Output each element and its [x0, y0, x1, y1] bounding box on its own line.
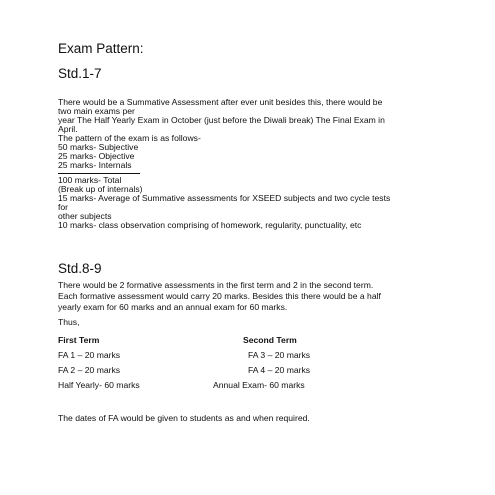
section1-line: The pattern of the exam is as follows- [58, 133, 201, 143]
section1-line: year The Half Yearly Exam in October (just before the Diwali break) The Final Exam in [58, 115, 385, 125]
section1-line: 50 marks- Subjective [58, 142, 139, 152]
first-term-header: First Term [58, 335, 100, 345]
first-term-item: FA 2 – 20 marks [58, 365, 121, 375]
section2-para-line: yearly exam for 60 marks and an annual exam for 60 marks. [58, 302, 288, 312]
section-heading-std-8-9: Std.8-9 [58, 261, 102, 276]
section1-line: two main exams per [58, 106, 135, 116]
total-divider [58, 173, 140, 174]
section1-line: April. [58, 124, 78, 134]
section1-line: other subjects [58, 211, 112, 221]
second-term-item: Annual Exam- 60 marks [213, 380, 305, 390]
second-term-header: Second Term [243, 335, 297, 345]
second-term-item: FA 3 – 20 marks [248, 350, 311, 360]
section1-line: 10 marks- class observation comprising of homework, regularity, punctuality, etc [58, 220, 362, 230]
first-term-item: Half Yearly- 60 marks [58, 380, 140, 390]
footer-note: The dates of FA would be given to students as and when required. [58, 413, 310, 423]
section-heading-std-1-7: Std.1-7 [58, 66, 102, 81]
thus-label: Thus, [58, 317, 80, 327]
section1-line: 15 marks- Average of Summative assessments for XSEED subjects and two cycle tests [58, 193, 391, 203]
section1-line: for [58, 202, 69, 212]
first-term-item: FA 1 – 20 marks [58, 350, 121, 360]
page-title: Exam Pattern: [58, 41, 144, 56]
second-term-item: FA 4 – 20 marks [248, 365, 311, 375]
section1-line: There would be a Summative Assessment after ever unit besides this, there would be [58, 97, 383, 107]
section1-line: 25 marks- Internals [58, 160, 132, 170]
section2-para-line: There would be 2 formative assessments in the first term and 2 in the second term. [58, 280, 374, 290]
section1-line: (Break up of internals) [58, 184, 143, 194]
total-line: 100 marks- Total [58, 175, 122, 185]
section1-line: 25 marks- Objective [58, 151, 135, 161]
section2-para-line: Each formative assessment would carry 20 marks. Besides this there would be a half [58, 291, 381, 301]
